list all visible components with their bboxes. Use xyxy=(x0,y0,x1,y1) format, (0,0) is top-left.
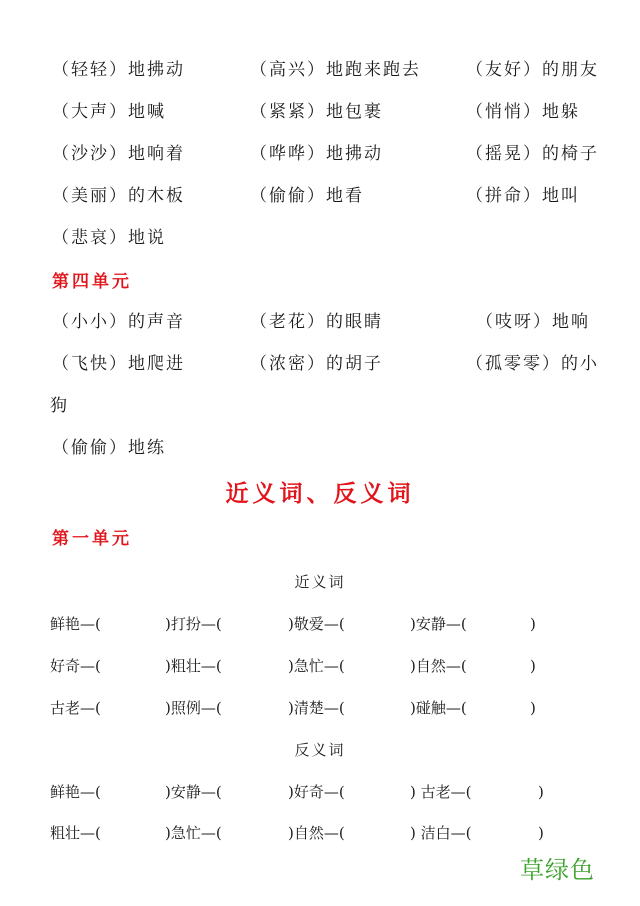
close-paren: ) xyxy=(538,783,544,801)
close-paren: ) xyxy=(530,699,536,717)
synonym-row xyxy=(0,652,640,680)
antonym-item: 粗壮—( xyxy=(50,824,101,842)
phrase: （偷偷）地看 xyxy=(250,186,364,206)
phrase: （轻轻）地拂动 xyxy=(52,60,185,80)
antonym-item: ) 洁白—( xyxy=(410,824,472,842)
synonym-item: )安静—( xyxy=(410,615,467,633)
synonym-item: )敬爱—( xyxy=(288,615,345,633)
phrase: （飞快）地爬进 xyxy=(52,354,185,374)
antonym-item: )自然—( xyxy=(288,824,345,842)
synonym-row xyxy=(0,610,640,638)
close-paren: ) xyxy=(530,657,536,675)
phrase-row xyxy=(0,223,640,253)
synonyms-label: 近义词 xyxy=(294,573,346,591)
phrase-row xyxy=(0,181,640,211)
phrase: （哗哗）地拂动 xyxy=(250,144,383,164)
phrase: （摇晃）的椅子 xyxy=(466,144,599,164)
antonym-row xyxy=(0,819,640,847)
phrase: （悄悄）地躲 xyxy=(466,102,580,122)
unit1-heading: 第一单元 xyxy=(52,529,132,549)
phrase: （老花）的眼睛 xyxy=(250,312,383,332)
antonym-item: ) 古老—( xyxy=(410,783,472,801)
phrase: （高兴）地跑来跑去 xyxy=(250,60,421,80)
phrase-row xyxy=(0,349,640,379)
phrase: （沙沙）地响着 xyxy=(52,144,185,164)
phrase: （吱呀）地响 xyxy=(476,312,590,332)
phrase: （美丽）的木板 xyxy=(52,186,185,206)
antonym-row xyxy=(0,778,640,806)
phrase-wrap: 狗 xyxy=(50,396,69,416)
section-title: 近义词、反义词 xyxy=(225,480,415,507)
phrase-row xyxy=(0,307,640,337)
synonym-item: )打扮—( xyxy=(165,615,222,633)
synonym-item: )自然—( xyxy=(410,657,467,675)
phrase: （友好）的朋友 xyxy=(466,60,599,80)
unit4-heading: 第四单元 xyxy=(52,272,132,292)
antonym-item: )安静—( xyxy=(165,783,222,801)
phrase: （孤零零）的小 xyxy=(466,354,599,374)
phrase-row-wrap xyxy=(0,391,640,421)
phrase-row xyxy=(0,433,640,463)
synonym-item: )急忙—( xyxy=(288,657,345,675)
synonym-item: )照例—( xyxy=(165,699,222,717)
synonym-item: 古老—( xyxy=(50,699,101,717)
antonyms-label: 反义词 xyxy=(294,741,346,759)
close-paren: ) xyxy=(538,824,544,842)
phrase-row xyxy=(0,139,640,169)
close-paren: ) xyxy=(530,615,536,633)
synonym-item: )碰触—( xyxy=(410,699,467,717)
phrase: （浓密）的胡子 xyxy=(250,354,383,374)
phrase-row xyxy=(0,55,640,85)
synonym-item: )清楚—( xyxy=(288,699,345,717)
phrase: （拼命）地叫 xyxy=(466,186,580,206)
phrase: （悲哀）地说 xyxy=(52,228,166,248)
antonym-item: )急忙—( xyxy=(165,824,222,842)
watermark-text: 草绿色 xyxy=(520,856,595,884)
phrase: （小小）的声音 xyxy=(52,312,185,332)
synonym-item: )粗壮—( xyxy=(165,657,222,675)
synonym-item: 鲜艳—( xyxy=(50,615,101,633)
phrase: （大声）地喊 xyxy=(52,102,166,122)
synonym-row xyxy=(0,694,640,722)
synonym-item: 好奇—( xyxy=(50,657,101,675)
antonym-item: )好奇—( xyxy=(288,783,345,801)
phrase-row xyxy=(0,97,640,127)
phrase: （紧紧）地包裹 xyxy=(250,102,383,122)
antonym-item: 鲜艳—( xyxy=(50,783,101,801)
phrase: （偷偷）地练 xyxy=(52,438,166,458)
